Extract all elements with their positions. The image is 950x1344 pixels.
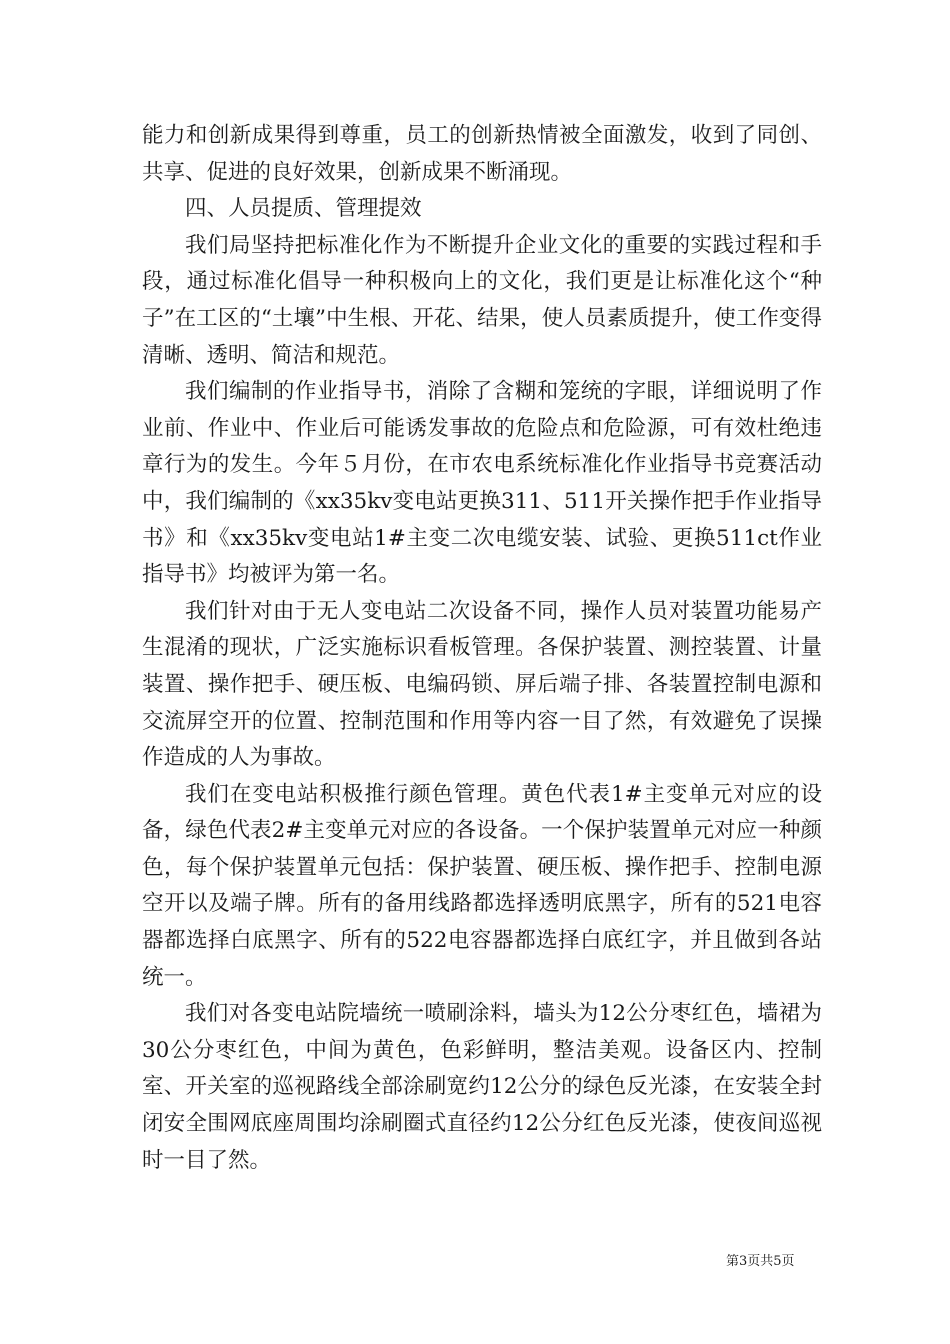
page-number: 第3页共5页 [726, 1254, 795, 1269]
document-body [142, 118, 822, 1179]
section-heading: 四、人员提质、管理提效 [185, 196, 422, 222]
paragraph-standardization: 我们局坚持把标准化作为不断提升企业文化的重要的实践过程和手段，通过标准化倡导一种积极向上的文化，我们更是让标准化这个“种子”在工区的“土壤”中生根、开花、结果，使人员素质提升，使工作变得清晰、透明、简洁和规范。 [142, 232, 822, 368]
paragraph-color-management: 我们在变电站积极推行颜色管理。黄色代表1#主变单元对应的设备，绿色代表2#主变单元对应的各设备。一个保护装置单元对应一种颜色，每个保护装置单元包括：保护装置、硬压板、操作把手、控制电源空开以及端子牌。所有的备用线路都选择透明底黑字，所有的521电容器都选择白底黑字、所有的522电容器都选择白底红字，并且做到各站统一。 [142, 781, 822, 990]
paragraph-signage-management: 我们针对由于无人变电站二次设备不同，操作人员对装置功能易产生混淆的现状，广泛实施标识看板管理。各保护装置、测控装置、计量装置、操作把手、硬压板、电编码锁、屏后端子排、各装置控制电源和交流屏空开的位置、控制范围和作用等内容一目了然，有效避免了误操作造成的人为事故。 [142, 598, 822, 771]
paragraph-wall-painting: 我们对各变电站院墙统一喷刷涂料，墙头为12公分枣红色，墙裙为30公分枣红色，中间为黄色，色彩鲜明，整洁美观。设备区内、控制室、开关室的巡视路线全部涂刷宽约12公分的绿色反光漆，在安装全封闭安全围网底座周围均涂刷圈式直径约12公分红色反光漆，使夜间巡视时一目了然。 [142, 1001, 822, 1173]
paragraph-work-instructions: 我们编制的作业指导书，消除了含糊和笼统的字眼，详细说明了作业前、作业中、作业后可能诱发事故的危险点和危险源，可有效杜绝违章行为的发生。今年５月份，在市农电系统标准化作业指导书竞赛活动中，我们编制的《xx35kv变电站更换311、511开关操作把手作业指导书》和《xx35kv变电站1#主变二次电缆安装、试验、更换511ct作业指导书》均被评为第一名。 [142, 379, 822, 588]
paragraph-continuation: 能力和创新成果得到尊重，员工的创新热情被全面激发，收到了同创、共享、促进的良好效果，创新成果不断涌现。 [142, 123, 822, 185]
